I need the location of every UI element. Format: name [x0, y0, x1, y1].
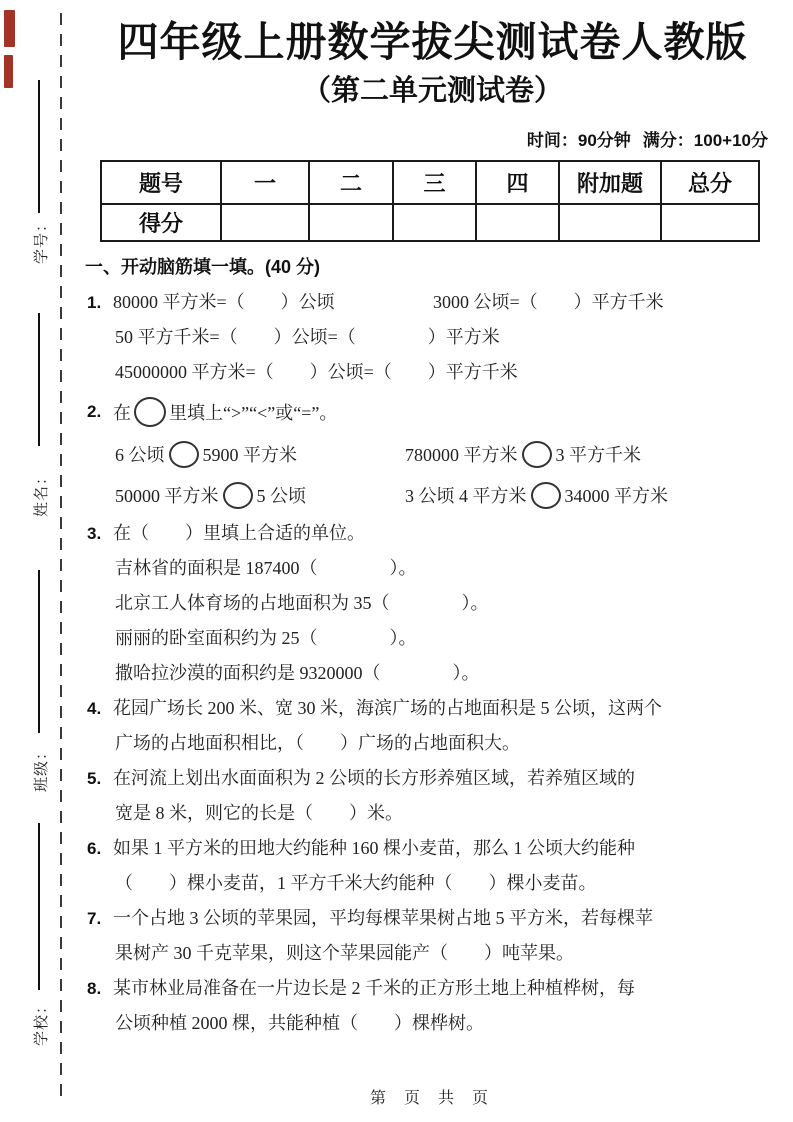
school-label: 学校： [34, 998, 50, 1047]
question-7-number: 7. [87, 908, 102, 928]
question-8-number: 8. [87, 978, 102, 998]
header-total: 总分 [661, 161, 759, 204]
header-part-2: 二 [309, 161, 393, 204]
question-6 [85, 838, 780, 894]
question-1-line-3: 45000000 平方米=（ ）公顷=（ ）平方千米 [115, 361, 518, 382]
question-8-line-1: 8. 某市林业局准备在一片边长是 2 千米的正方形土地上种植桦树，每 [87, 977, 635, 998]
q1-blank-b: 3000 公顷=（ ）平方千米 [433, 291, 664, 312]
score-cell [309, 204, 393, 241]
exam-full-score: 满分：100+10分 [642, 130, 768, 150]
question-7 [85, 908, 780, 964]
circle-blank-icon [134, 397, 166, 427]
score-table-score-row [101, 204, 759, 241]
question-3-number: 3. [87, 523, 102, 543]
question-5-line-2: 宽是 8 米，则它的长是（ ）米。 [115, 802, 403, 823]
paper-content [85, 0, 780, 1034]
score-cell [559, 204, 661, 241]
question-3-item-2: 北京工人体育场的占地面积为 35（ ）。 [115, 592, 489, 613]
question-1-line-1 [85, 292, 780, 313]
compare-item: 50000 平方米 5 公顷 [115, 482, 405, 509]
question-8-line-2: 公顷种植 2000 棵，共能种植（ ）棵桦树。 [115, 1012, 484, 1033]
header-part-1: 一 [221, 161, 309, 204]
question-5-number: 5. [87, 768, 102, 788]
circle-blank-icon [531, 482, 561, 509]
question-3-item-4: 撒哈拉沙漠的面积约是 9320000（ ）。 [115, 662, 480, 683]
question-2-head [85, 397, 780, 427]
question-6-line-1: 6. 如果 1 平方米的田地大约能种 160 棵小麦苗，那么 1 公顷大约能种 [87, 837, 635, 858]
question-7-line-2: 果树产 30 千克苹果，则这个苹果园能产（ ）吨苹果。 [115, 942, 574, 963]
question-3-item-1: 吉林省的面积是 187400（ ）。 [115, 557, 417, 578]
school-blank-line [38, 823, 40, 990]
circle-blank-icon [223, 482, 253, 509]
red-mark-icon [4, 55, 13, 88]
name-label: 姓名： [34, 469, 50, 518]
compare-item: 6 公顷 5900 平方米 [115, 441, 405, 468]
question-1 [85, 292, 780, 383]
score-row-label: 得分 [101, 204, 221, 241]
page-footer: 第 页 共 页 [369, 1090, 495, 1107]
class-blank-line [38, 570, 40, 733]
name-blank-line [38, 313, 40, 446]
section1-questions [85, 292, 780, 1034]
question-2 [85, 397, 780, 509]
question-1-line-2: 50 平方千米=（ ）公顷=（ ）平方米 [115, 326, 500, 347]
circle-blank-icon [522, 441, 552, 468]
exam-meta [85, 126, 780, 151]
question-5-line-1: 5. 在河流上划出水面面积为 2 公顷的长方形养殖区域，若养殖区域的 [87, 767, 635, 788]
question-3-head: 3. 在（ ）里填上合适的单位。 [87, 522, 365, 543]
exam-time: 时间：90分钟 [526, 130, 631, 150]
question-1-number: 1. [87, 292, 102, 312]
section1-heading: 一、开动脑筋填一填。(40 分) [85, 256, 321, 277]
seal-dashed-line [60, 13, 62, 1105]
question-5 [85, 768, 780, 824]
question-4-number: 4. [87, 698, 102, 718]
q1-blank-a: 80000 平方米=（ ）公顷 [113, 291, 335, 312]
question-2-number: 2. [87, 402, 102, 422]
compare-item: 780000 平方米 3 平方千米 [405, 441, 641, 468]
header-bonus: 附加题 [559, 161, 661, 204]
question-6-line-2: （ ）棵小麦苗，1 平方千米大约能种（ ）棵小麦苗。 [115, 872, 597, 893]
score-cell [476, 204, 559, 241]
q2-head-pre: 在 [113, 402, 131, 423]
question-4-line-1: 4. 花园广场长 200 米、宽 30 米，海滨广场的占地面积是 5 公顷，这两个 [87, 697, 662, 718]
q2-head-post: 里填上“>”“<”或“=”。 [169, 402, 338, 423]
question-4-line-2: 广场的占地面积相比，（ ）广场的占地面积大。 [115, 732, 520, 753]
question-4 [85, 698, 780, 754]
page-subtitle: （第二单元测试卷） [301, 74, 563, 107]
question-3 [85, 523, 780, 684]
compare-item: 3 公顷 4 平方米 34000 平方米 [405, 482, 668, 509]
red-mark-icon [4, 10, 15, 47]
class-label: 班级： [34, 744, 50, 793]
question-2-row-2 [85, 482, 780, 509]
question-6-number: 6. [87, 838, 102, 858]
circle-blank-icon [169, 441, 199, 468]
score-table [100, 160, 760, 242]
student-id-label: 学号： [34, 216, 50, 265]
header-part-4: 四 [476, 161, 559, 204]
score-cell [661, 204, 759, 241]
question-3-item-3: 丽丽的卧室面积约为 25（ ）。 [115, 627, 417, 648]
question-2-row-1 [85, 441, 780, 468]
student-id-blank-line [38, 80, 40, 213]
header-part-3: 三 [393, 161, 476, 204]
score-cell [393, 204, 476, 241]
score-table-header-row [101, 161, 759, 204]
score-cell [221, 204, 309, 241]
question-7-line-1: 7. 一个占地 3 公顷的苹果园，平均每棵苹果树占地 5 平方米，若每棵苹 [87, 907, 653, 928]
question-8 [85, 978, 780, 1034]
header-question-number: 题号 [101, 161, 221, 204]
page-title: 四年级上册数学拔尖测试卷人教版 [117, 19, 748, 65]
